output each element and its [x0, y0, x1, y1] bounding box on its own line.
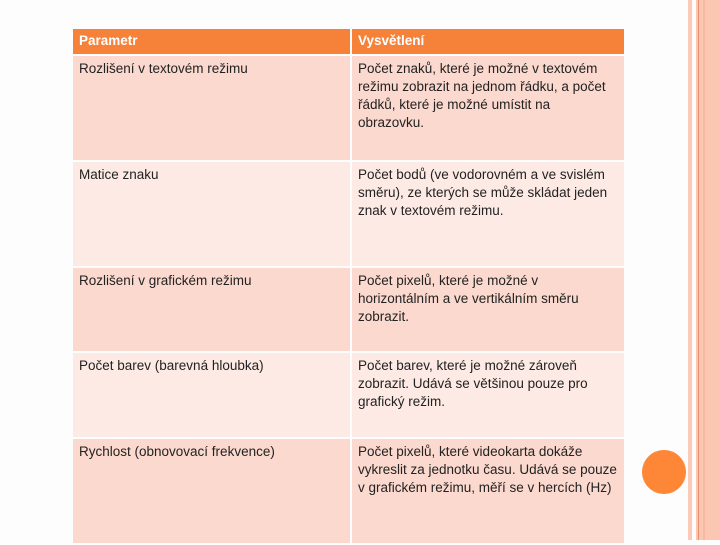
decorative-stripe — [696, 0, 720, 540]
table-row — [72, 55, 625, 161]
explanation-cell: Počet bodů (ve vodorovném a ve svislém směru), ze kterých se může skládat jeden znak v textovém režimu. — [351, 161, 625, 267]
table-row — [72, 267, 625, 352]
parameter-cell: Rozlišení v textovém režimu — [72, 55, 351, 161]
table-row — [72, 438, 625, 544]
table-row — [72, 161, 625, 267]
explanation-cell: Počet pixelů, které videokarta dokáže vykreslit za jednotku času. Udává se pouze v grafickém režimu, měří se v hercích (Hz) — [351, 438, 625, 544]
header-vysvetleni: Vysvětlení — [351, 28, 625, 55]
explanation-cell: Počet znaků, které je možné v textovém režimu zobrazit na jednom řádku, a počet řádků, které je možné umístit na obrazovku. — [351, 55, 625, 161]
parameter-cell: Matice znaku — [72, 161, 351, 267]
explanation-cell: Počet barev, které je možné zároveň zobrazit. Udává se většinou pouze pro grafický režim. — [351, 352, 625, 438]
header-parametr: Parametr — [72, 28, 351, 55]
decorative-stripe — [703, 0, 705, 540]
parameter-cell: Rychlost (obnovovací frekvence) — [72, 438, 351, 544]
parameters-table — [71, 27, 626, 545]
explanation-cell: Počet pixelů, které je možné v horizontálním a ve vertikálním směru zobrazit. — [351, 267, 625, 352]
decorative-stripe — [688, 0, 692, 540]
parameter-cell: Počet barev (barevná hloubka) — [72, 352, 351, 438]
table-row — [72, 352, 625, 438]
decorative-circle — [642, 450, 686, 494]
parameter-cell: Rozlišení v grafickém režimu — [72, 267, 351, 352]
decorative-stripe — [698, 0, 699, 540]
table-header-row — [72, 28, 625, 55]
